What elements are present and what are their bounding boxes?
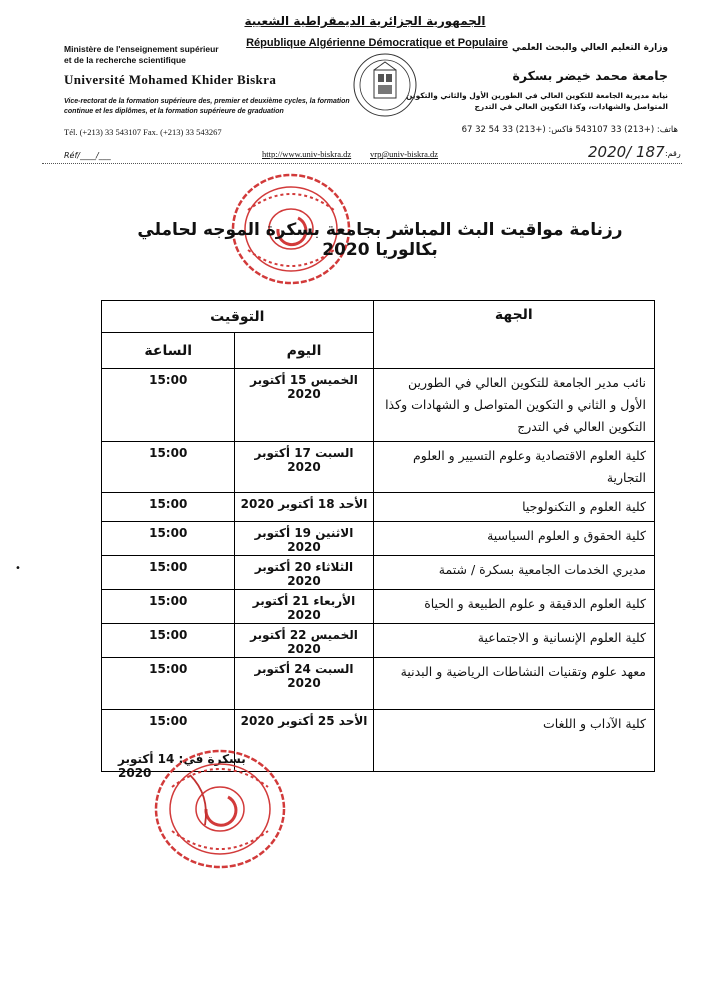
row-day: الخميس 22 أكتوبر 2020 [235, 624, 373, 658]
table-row [102, 369, 655, 442]
row-entity: معهد علوم وتقنيات النشاطات الرياضية و البدنية [373, 658, 654, 710]
header-day: اليوم [235, 333, 373, 369]
row-time: 15:00 [102, 710, 235, 772]
row-entity: كلية الآداب و اللغات [373, 710, 654, 772]
university-name-ar: جامعة محمد خيضر بسكرة [512, 68, 668, 83]
contact-ar: هاتف: (+213) 33 543107 فاكس: (+213) 33 54 32 67 [461, 125, 678, 135]
ministry-fr [64, 44, 264, 66]
university-name-fr: Université Mohamed Khider Biskra [64, 72, 277, 87]
row-day: الأحد 25 أكتوبر 2020 [235, 710, 373, 772]
row-time: 15:00 [102, 624, 235, 658]
row-time: 15:00 [102, 556, 235, 590]
vice-rectorate-fr: Vice-rectorat de la formation supérieure des, premier et deuxième cycles, la formation continue et les diplômes, et la formation supérieure de graduation [64, 98, 350, 115]
header-entity: الجهة [373, 301, 654, 369]
row-day: الأربعاء 21 أكتوبر 2020 [235, 590, 373, 624]
reference-number: 2020/ 187 [588, 143, 665, 161]
document-title: رزنامة مواقيت البث المباشر بجامعة بسكرة الموجه لحاملي بكالوريا 2020 [137, 220, 623, 260]
table-row [102, 658, 655, 710]
row-time: 15:00 [102, 493, 235, 522]
row-day: الخميس 15 أكتوبر 2020 [235, 369, 373, 442]
row-entity: مديري الخدمات الجامعية بسكرة / شتمة [373, 556, 654, 590]
margin-mark: • [15, 563, 21, 574]
vice-rectorate-ar-line2: المتواصل والشهادات، وكذا التكوين العالي في التدرج [474, 102, 668, 111]
footer-date: بسكرة في: 14 أكتوبر 2020 [118, 752, 246, 780]
row-entity: كلية العلوم الإنسانية و الاجتماعية [373, 624, 654, 658]
official-stamp-icon [150, 745, 290, 873]
ministry-ar: وزارة التعليم العالي والبحث العلمي [511, 43, 668, 53]
header-hour: الساعة [102, 333, 235, 369]
row-time: 15:00 [102, 369, 235, 442]
table-row [102, 442, 655, 493]
header-divider [42, 163, 682, 164]
row-time: 15:00 [102, 442, 235, 493]
row-day: الثلاثاء 20 أكتوبر 2020 [235, 556, 373, 590]
header-timing: التوقيت [102, 301, 374, 333]
row-entity: كلية العلوم الدقيقة و علوم الطبيعة و الحياة [373, 590, 654, 624]
table-row [102, 522, 655, 556]
row-entity: نائب مدير الجامعة للتكوين العالي في الطورين الأول و الثاني و التكوين المتواصل و الشهادات وكذا التكوين العالي في التدرج [373, 369, 654, 442]
row-day: السبت 24 أكتوبر 2020 [235, 658, 373, 710]
university-emblem-icon [352, 52, 418, 118]
row-entity: كلية العلوم و التكنولوجيا [373, 493, 654, 522]
reference-fr: Réf/____/___ [64, 151, 111, 160]
vice-rectorate-ar-line1: نيابة مديرية الجامعة للتكوين العالي في الطورين الأول والثاني والتكوين [406, 91, 668, 100]
ministry-fr-line1: Ministère de l'enseignement supérieur [64, 44, 219, 54]
row-day: السبت 17 أكتوبر 2020 [235, 442, 373, 493]
row-day: الأحد 18 أكتوبر 2020 [235, 493, 373, 522]
reference-label-ar: رقم: [665, 149, 681, 158]
table-row [102, 590, 655, 624]
row-entity: كلية العلوم الاقتصادية وعلوم التسيير و العلوم التجارية [373, 442, 654, 493]
table-row [102, 624, 655, 658]
row-time: 15:00 [102, 590, 235, 624]
row-time: 15:00 [102, 658, 235, 710]
email-link[interactable]: vrp@univ-biskra.dz [370, 149, 439, 159]
table-row [102, 556, 655, 590]
table-row [102, 493, 655, 522]
contact-fr: Tél. (+213) 33 543107 Fax. (+213) 33 543267 [64, 127, 222, 137]
ministry-fr-line2: et de la recherche scientifique [64, 55, 186, 65]
row-day: الاثنين 19 أكتوبر 2020 [235, 522, 373, 556]
republic-title-fr: République Algérienne Démocratique et Populaire [246, 37, 508, 49]
website-link[interactable]: http://www.univ-biskra.dz [262, 149, 352, 159]
republic-title-ar: الجمهورية الجزائرية الديمقراطية الشعبية [244, 14, 486, 28]
row-time: 15:00 [102, 522, 235, 556]
schedule-table [101, 300, 655, 731]
row-entity: كلية الحقوق و العلوم السياسية [373, 522, 654, 556]
